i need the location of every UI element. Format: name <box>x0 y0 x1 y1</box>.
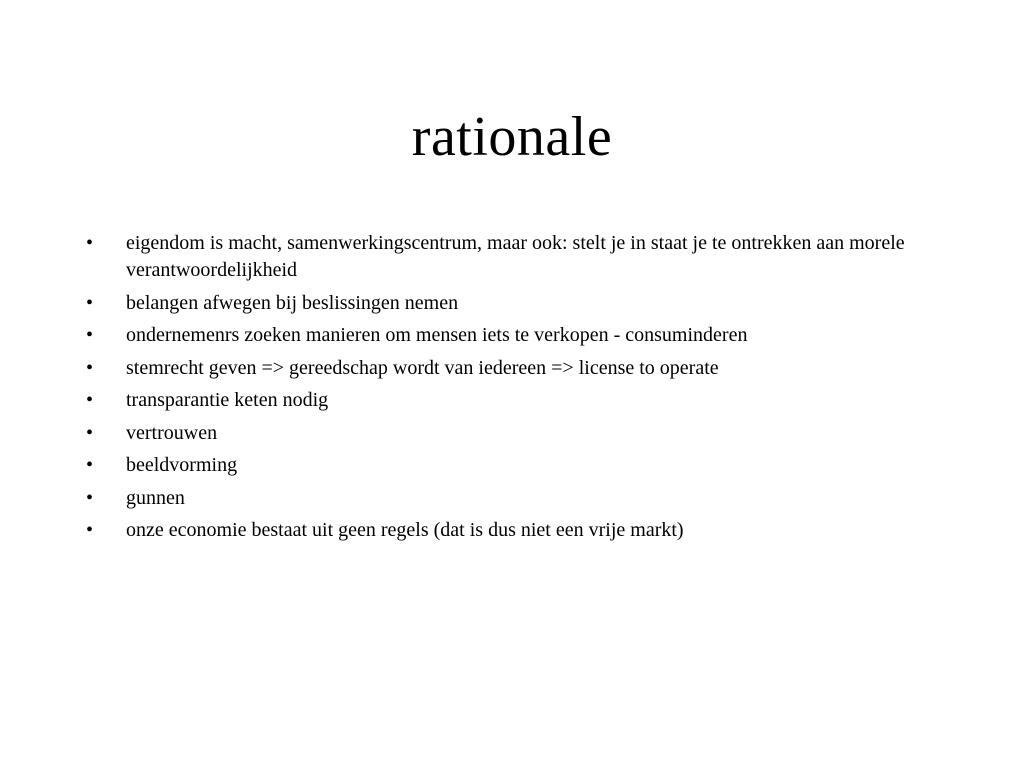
bullet-text: ondernemenrs zoeken manieren om mensen iets te verkopen - consuminderen <box>126 324 748 346</box>
bullet-icon: • <box>86 454 94 476</box>
bullet-text: onze economie bestaat uit geen regels (dat is dus niet een vrije markt) <box>126 519 684 541</box>
list-item <box>86 387 926 414</box>
list-item <box>86 452 926 479</box>
bullet-icon: • <box>86 519 94 541</box>
list-item <box>86 485 926 512</box>
bullet-icon: • <box>86 389 94 411</box>
list-item <box>86 322 926 349</box>
list-item <box>86 517 926 544</box>
bullet-icon: • <box>86 486 94 509</box>
bullet-text: stemrecht geven => gereedschap wordt van iedereen => license to operate <box>126 356 719 379</box>
bullet-text: gunnen <box>126 486 185 509</box>
bullet-text: transparantie keten nodig <box>126 389 329 411</box>
list-item <box>86 230 926 284</box>
bullet-icon: • <box>86 324 94 346</box>
bullet-text: beeldvorming <box>126 454 238 476</box>
slide-title: rationale <box>411 106 613 168</box>
bullet-icon: • <box>86 232 94 254</box>
bullet-text: belangen afwegen bij beslissingen nemen <box>126 291 459 314</box>
bullet-text: vertrouwen <box>126 421 218 444</box>
list-item <box>86 420 926 447</box>
bullet-icon: • <box>86 421 94 444</box>
bullet-text: eigendom is macht, samenwerkingscentrum, maar ook: stelt je in staat je te ontrekken aan morele verantwoordelijkheid <box>126 232 905 281</box>
bullet-list <box>86 230 926 550</box>
list-item <box>86 290 926 317</box>
list-item <box>86 355 926 382</box>
bullet-icon: • <box>86 356 94 379</box>
bullet-icon: • <box>86 291 94 314</box>
